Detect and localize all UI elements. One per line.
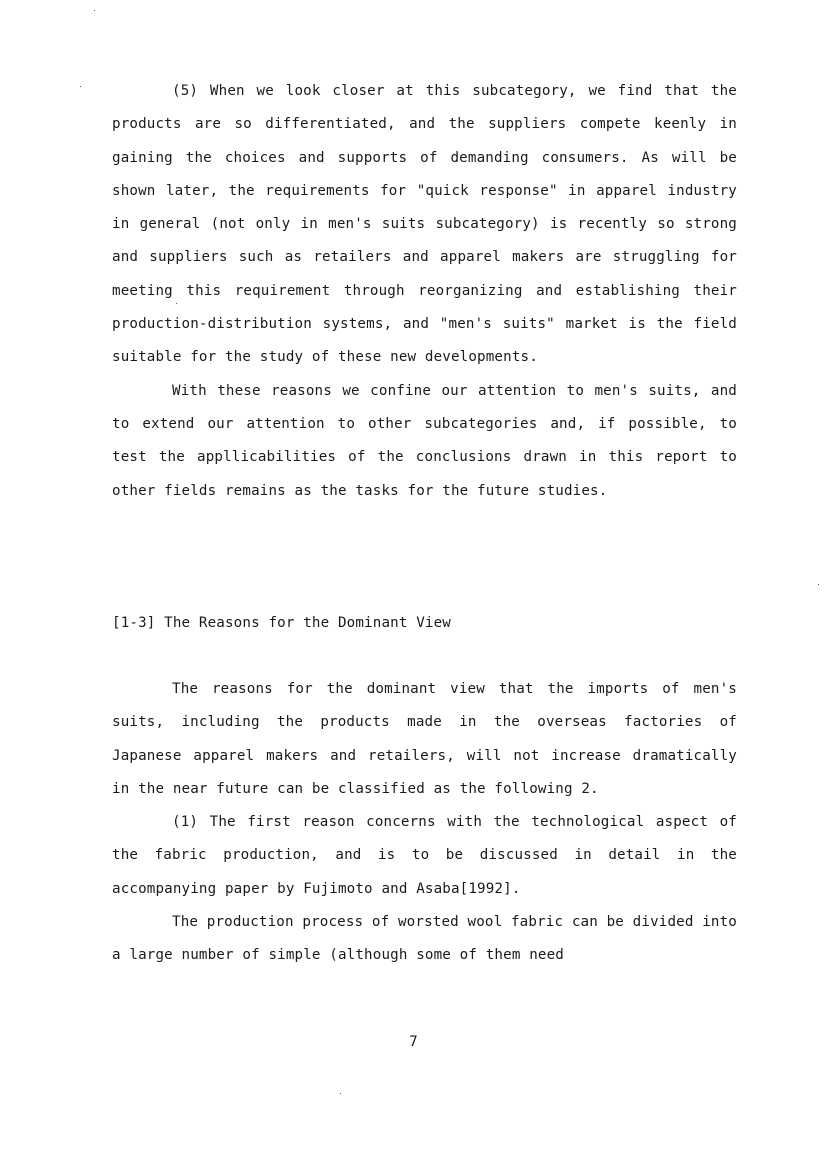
scan-speck [818, 584, 819, 585]
body-text-bottom [112, 673, 737, 973]
paragraph-production-process: The production process of worsted wool fabric can be divided into a large number of simple (although some of them need [112, 914, 737, 964]
scan-speck [94, 10, 95, 11]
paragraph-dominant-view: The reasons for the dominant view that the imports of men's suits, including the products made in the overseas factories of Japanese apparel makers and retailers, will not increase dramatically in the near future can be classified as the following 2. [112, 681, 737, 797]
paragraph-first-reason: (1) The first reason concerns with the technological aspect of the fabric production, and is to be discussed in detail in the accompanying paper by Fujimoto and Asaba[1992]. [112, 814, 737, 897]
scan-speck [80, 86, 81, 87]
section-heading: [1-3] The Reasons for the Dominant View [112, 615, 451, 631]
paragraph-reasons: With these reasons we confine our attention to men's suits, and to extend our attention to other subcategories and, if possible, to test the appllicabilities of the conclusions drawn in this report to other fields remains as the tasks for the future studies. [112, 382, 737, 499]
page-number: 7 [409, 1034, 418, 1050]
scan-speck [340, 1093, 341, 1094]
body-text-top [112, 75, 737, 508]
paragraph-5: (5) When we look closer at this subcategory, we find that the products are so differentiated, and the suppliers compete keenly in gaining the choices and supports of demanding consumers. As will be shown later, the requirements for "quick response" in apparel industry in general (not only in men's suits subcategory) is recently so strong and suppliers such as retailers and apparel makers are struggling for meeting this requirement through reorganizing and establishing their production-distribution systems, and "men's suits" market is the field suitable for the study of these new developments. [112, 83, 737, 366]
